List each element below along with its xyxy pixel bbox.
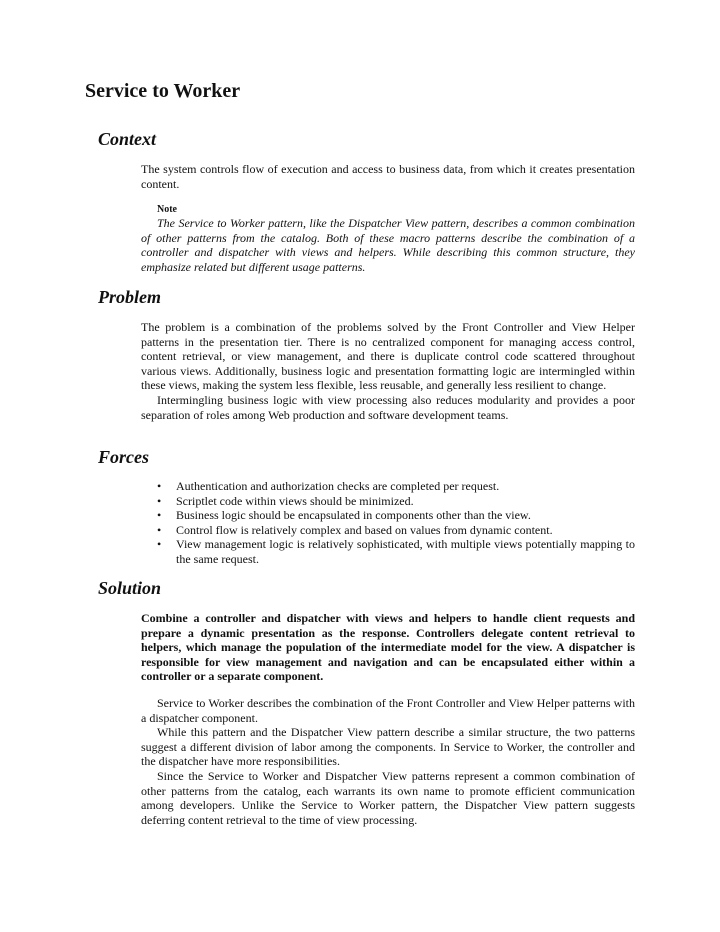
list-item (141, 494, 635, 509)
list-item-text: View management logic is relatively sophisticated, with multiple views potentially mapping to the same request. (176, 537, 635, 566)
problem-heading: Problem (98, 287, 161, 307)
bullet-icon: • (157, 522, 162, 537)
list-item (141, 508, 635, 523)
solution-paragraph: Service to Worker describes the combination of the Front Controller and View Helper patterns with a dispatcher component. (141, 695, 635, 725)
problem-paragraph: Intermingling business logic with view processing also reduces modularity and provides a poor separation of roles among Web production and software development teams. (141, 392, 635, 422)
list-item-text: Authentication and authorization checks are completed per request. (176, 479, 500, 493)
list-item-text: Control flow is relatively complex and based on values from dynamic content. (176, 522, 553, 537)
list-item-text: Scriptlet code within views should be minimized. (176, 493, 414, 508)
bullet-icon: • (157, 493, 162, 508)
forces-heading: Forces (98, 447, 149, 467)
forces-list (141, 479, 635, 567)
page-title: Service to Worker (85, 80, 241, 102)
bullet-icon: • (157, 479, 162, 493)
context-text: The system controls flow of execution and access to business data, from which it creates presentation content. (141, 162, 635, 191)
problem-paragraph: The problem is a combination of the problems solved by the Front Controller and View Helper patterns in the presentation tier. There is no centralized component for managing access control, content retrieval, or view management, and there is duplicate control code scattered throughout various views. Additionally, business logic and presentation formatting logic are intermingled within these views, making the system less flexible, less reusable, and generally less resilient to change. (141, 320, 635, 393)
context-section (141, 162, 635, 275)
list-item (141, 537, 635, 566)
list-item (141, 479, 635, 494)
solution-paragraph: While this pattern and the Dispatcher View pattern describe a similar structure, the two patterns suggest a different division of labor among the components. In Service to Worker, the controller and the dispatcher have more responsibilities. (141, 725, 635, 769)
list-item-text: Business logic should be encapsulated in components other than the view. (176, 508, 531, 523)
solution-paragraph: Since the Service to Worker and Dispatcher View patterns represent a common combination of other patterns from the catalog, each warrants its own name to promote efficient communication among developers. Unlike the Service to Worker pattern, the Dispatcher View pattern suggests deferring content retrieval to the time of view processing. (141, 768, 635, 827)
note-text: The Service to Worker pattern, like the Dispatcher View pattern, describes a common combination of other patterns from the catalog. Both of these macro patterns describe the combination of a controller and dispatcher with views and helpers. While describing this common structure, they emphasize related but different usage patterns. (141, 216, 635, 274)
bullet-icon: • (157, 537, 162, 552)
solution-summary: Combine a controller and dispatcher with views and helpers to handle client requests and prepare a dynamic presentation as the response. Controllers delegate content retrieval to helpers, which manage the population of the intermediate model for the view. A dispatcher is responsible for view management and navigation and can be encapsulated either within a controller or a separate component. (141, 611, 635, 684)
context-heading: Context (98, 129, 157, 149)
list-item (141, 523, 635, 538)
note-label: Note (157, 204, 177, 216)
solution-section (141, 611, 635, 827)
problem-section (141, 320, 635, 422)
forces-section (141, 479, 635, 567)
bullet-icon: • (157, 508, 162, 523)
solution-heading: Solution (98, 578, 162, 598)
